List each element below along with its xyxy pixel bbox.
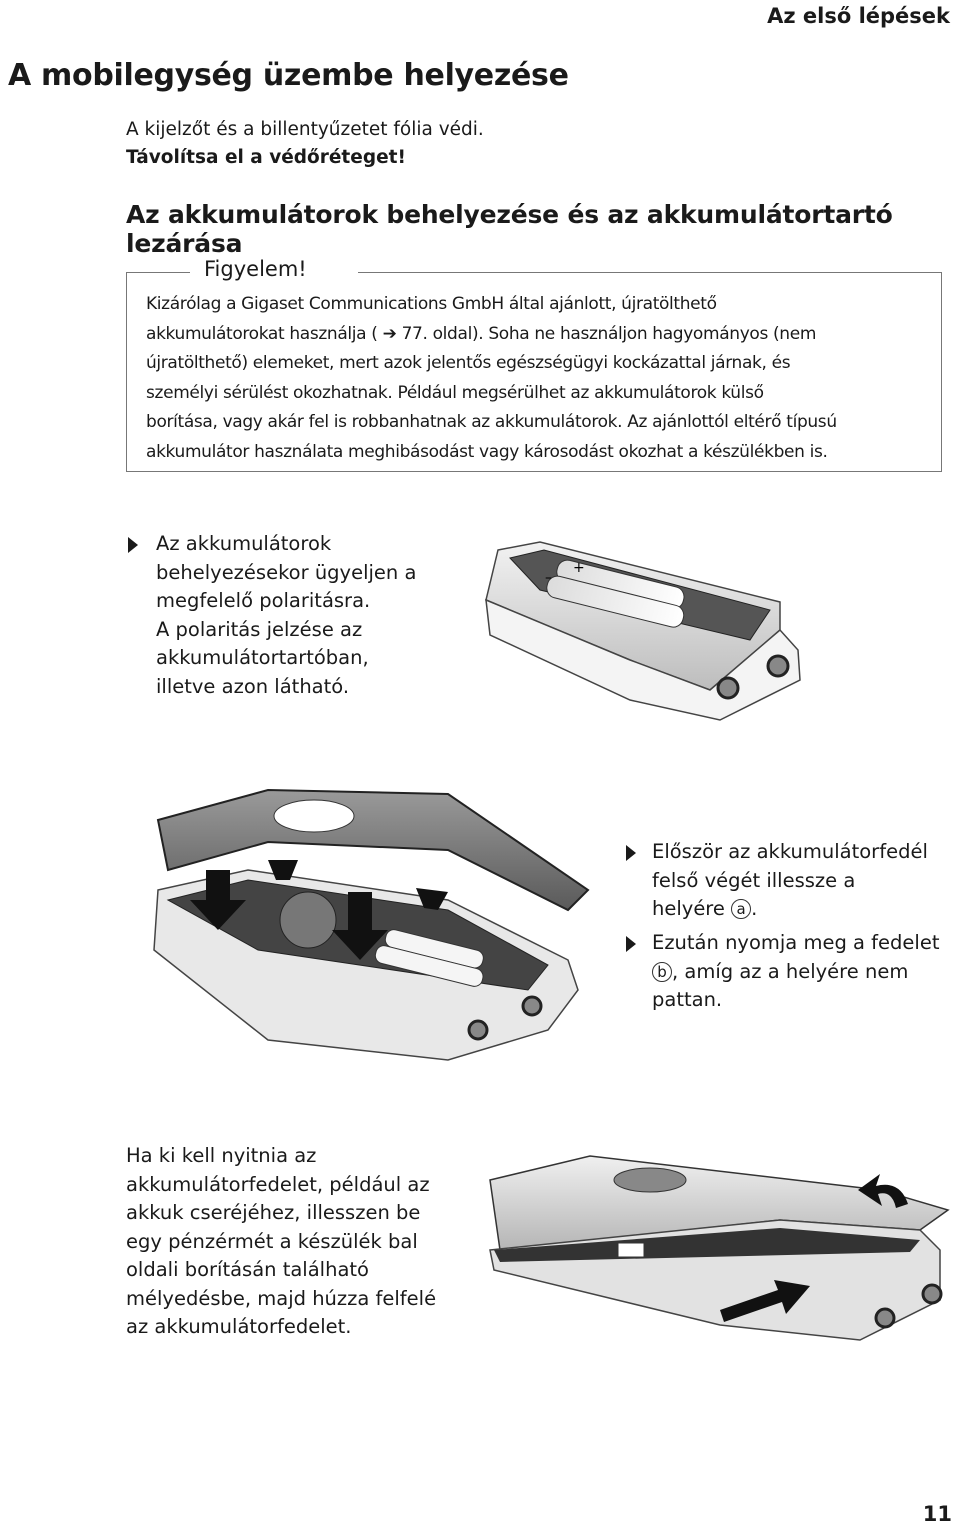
step2-bullet2 <box>652 929 952 1015</box>
warning-line-6: akkumulátor használata meghibásodást vagy károsodást okozhat a készülékben is. <box>146 441 828 462</box>
right-arrow-icon: ➔ <box>377 323 402 344</box>
section-title: Az akkumulátorok behelyezése és az akkumulátortartó lezárása <box>126 200 893 258</box>
bullet-arrow-icon <box>626 936 636 952</box>
intro-line-2: Távolítsa el a védőréteget! <box>126 147 406 168</box>
bullet-arrow-icon <box>128 537 138 553</box>
step2-b2-line <box>652 958 952 987</box>
step1-line: A polaritás jelzése az <box>156 617 363 641</box>
step1-line: megfelelő polaritásra. <box>156 589 371 612</box>
step2-b1-line: Először az akkumulátorfedél <box>652 840 928 863</box>
intro-text <box>126 116 484 172</box>
warning-line-1: Kizárólag a Gigaset Communications GmbH által ajánlott, újratölthető <box>146 294 717 314</box>
step3-line: akkumulátorfedelet, például az <box>126 1172 430 1196</box>
page-title: A mobilegység üzembe helyezése <box>8 58 569 93</box>
cover-insert-illustration <box>148 780 588 1070</box>
step3-text <box>126 1142 436 1342</box>
step2-b2-line: pattan. <box>652 988 723 1011</box>
step2-b2-text: , amíg az a helyére nem <box>672 959 909 983</box>
marker-a-icon: a <box>731 899 751 919</box>
cover-removal-illustration <box>480 1150 950 1350</box>
battery-compartment-illustration <box>480 540 810 730</box>
warning-line-5: borítása, vagy akár fel is robbanhatnak az akkumulátorok. Az ajánlottól eltérő típusú <box>146 412 837 432</box>
step3-line: oldali borításán található <box>126 1258 369 1281</box>
step2-b1-line: felső végét illessze a <box>652 868 856 892</box>
plus-label: + <box>573 560 585 576</box>
step2-b1-text: helyére <box>652 897 732 920</box>
step2-b1-text: . <box>751 897 758 920</box>
marker-b-icon: b <box>652 962 672 982</box>
bullet-arrow-icon <box>626 845 636 861</box>
step1-line: behelyezésekor ügyeljen a <box>156 560 417 584</box>
warning-title: Figyelem! <box>204 257 307 281</box>
step2-b1-line <box>652 895 952 924</box>
step2-b2-line: Ezután nyomja meg a fedelet <box>652 931 940 954</box>
warning-line-4: személyi sérülést okozhatnak. Például megsérülhet az akkumulátorok külső <box>146 382 764 403</box>
step3-line: Ha ki kell nyitnia az <box>126 1144 317 1167</box>
warning-line-2-b: 77. oldal). Soha ne használjon hagyományos (nem <box>401 323 817 344</box>
step1-line: Az akkumulátorok <box>156 532 332 555</box>
step2-bullet1 <box>652 838 952 924</box>
step3-line: mélyedésbe, majd húzza felfelé <box>126 1286 437 1310</box>
step3-line: az akkumulátorfedelet. <box>126 1315 352 1338</box>
step1-line: illetve azon látható. <box>156 674 350 698</box>
running-header: Az első lépések <box>767 4 950 28</box>
warning-line-2 <box>146 320 956 350</box>
warning-box-top-left-rule <box>126 272 190 273</box>
warning-line-3: újratölthető) elemeket, mert azok jelentős egészségügyi kockázattal járnak, és <box>146 353 791 373</box>
warning-line-2-a: akkumulátorokat használja ( <box>146 323 378 344</box>
intro-line-1: A kijelzőt és a billentyűzetet fólia védi. <box>126 119 484 140</box>
step1-line: akkumulátortartóban, <box>156 646 369 669</box>
step3-line: akkuk cseréjéhez, illesszen be <box>126 1201 421 1224</box>
warning-text <box>146 290 956 467</box>
minus-label: – <box>545 570 552 586</box>
warning-box-top-right-rule <box>358 272 942 273</box>
page-number: 11 <box>922 1502 952 1526</box>
step3-line: egy pénzérmét a készülék bal <box>126 1229 418 1253</box>
step1-text <box>156 530 416 701</box>
